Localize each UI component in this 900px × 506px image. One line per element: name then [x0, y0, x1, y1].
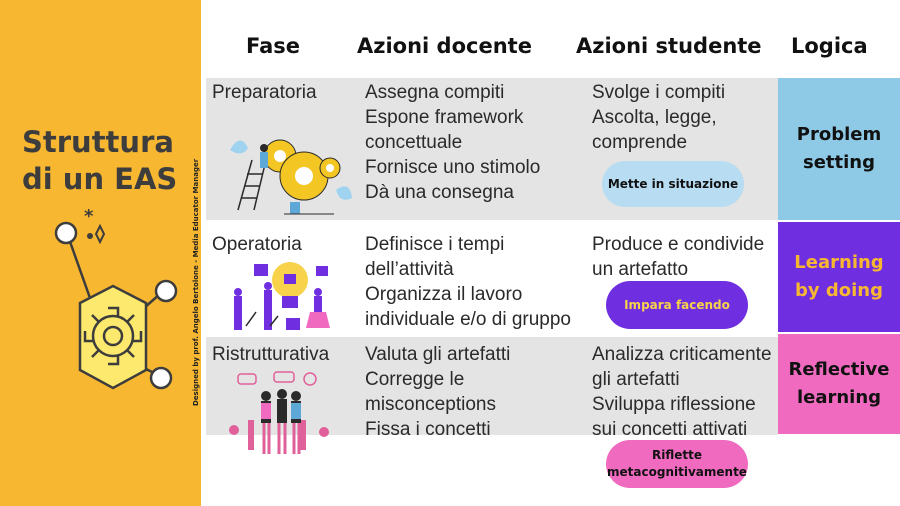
phase-preparatoria: Preparatoria — [212, 82, 317, 103]
studente-operatoria: Produce e condivide un artefatto — [592, 234, 765, 280]
logic-problem-setting: Problem setting — [778, 78, 900, 220]
pill-mette-in-situazione: Mette in situazione — [602, 161, 744, 207]
docente-ristrutturativa: Valuta gli artefatti Corregge le misconceptions Fissa i concetti — [365, 344, 511, 440]
molecule-gear-icon — [0, 200, 201, 500]
discussion-team-illustration — [224, 370, 334, 460]
lightbulb-team-illustration — [226, 256, 344, 332]
slide-title — [22, 124, 192, 198]
header-fase: Fase — [246, 34, 301, 58]
docente-preparatoria: Assegna compiti Espone framework concettuale Fornisce uno stimolo Dà una consegna — [365, 82, 541, 203]
designer-credit: Designed by prof. Angelo Bertolone - Media Educator Manager — [192, 158, 200, 406]
logic-reflective-learning: Reflective learning — [778, 334, 900, 434]
phase-ristrutturativa: Ristrutturativa — [212, 344, 330, 365]
studente-preparatoria: Svolge i compiti Ascolta, legge, comprende — [592, 82, 726, 153]
header-azioni-docente: Azioni docente — [357, 34, 532, 58]
phase-operatoria: Operatoria — [212, 234, 302, 255]
pill-impara-facendo: Impara facendo — [606, 281, 748, 329]
docente-operatoria: Definisce i tempi dell’attività Organizza il lavoro individuale e/o di gruppo — [365, 234, 571, 330]
gears-team-illustration — [224, 120, 354, 216]
header-azioni-studente: Azioni studente — [576, 34, 762, 58]
svg-text:*: * — [84, 206, 94, 227]
title-line-1: Struttura — [22, 125, 174, 159]
logic-learning-by-doing: Learning by doing — [778, 222, 900, 332]
pill-riflette-metacognitivamente: Riflette metacognitivamente — [606, 440, 748, 488]
header-logica: Logica — [791, 34, 868, 58]
title-line-2: di un EAS — [22, 162, 178, 196]
studente-ristrutturativa: Analizza criticamente gli artefatti Sviluppa riflessione sui concetti attivati — [592, 344, 772, 440]
